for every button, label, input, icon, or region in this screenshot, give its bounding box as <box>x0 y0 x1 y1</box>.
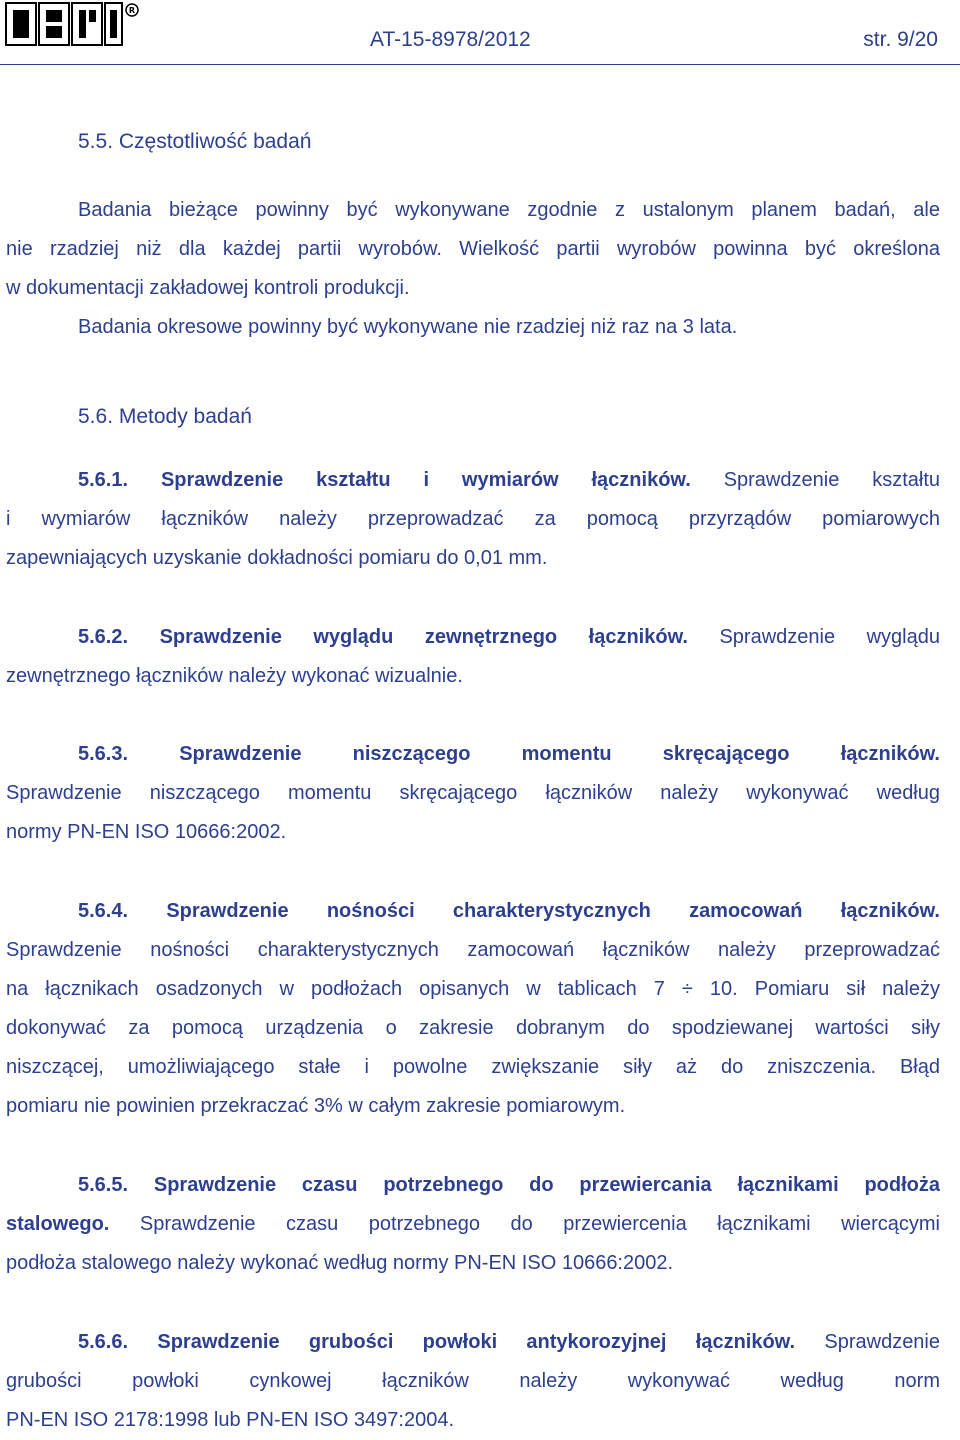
text-line <box>6 1323 940 1362</box>
title-word: nośności <box>326 900 415 922</box>
section-5-6-4-number: 5.6.4. <box>78 900 129 922</box>
text-line: pomiaru nie powinien przekraczać 3% w całym zakresie pomiarowym. <box>6 1095 626 1117</box>
section-5-6-5-title: Sprawdzenie czasu potrzebnego do przewiercania łącznikami podłoża <box>153 1174 940 1196</box>
section-5-6-3-number: 5.6.3. <box>78 743 129 765</box>
section-5-6-1-title: Sprawdzenie kształtu i wymiarów łączników. <box>160 469 691 491</box>
section-5-6-2-text: Sprawdzenie wyglądu <box>719 626 940 648</box>
text-line: zapewniających uzyskanie dokładności pomiaru do 0,01 mm. <box>6 547 548 569</box>
text-line <box>6 1205 940 1244</box>
text-line: normy PN-EN ISO 10666:2002. <box>6 821 287 843</box>
title-word: łączników. <box>840 900 940 922</box>
section-5-6-4-title-line <box>6 892 940 931</box>
text-line: nie rzadziej niż dla każdej partii wyrobów. Wielkość partii wyrobów powinna być określona <box>6 238 940 260</box>
title-word: momentu <box>521 743 612 765</box>
header-rule <box>0 64 960 65</box>
section-5-5-body <box>6 191 940 347</box>
text-line: Badania bieżące powinny być wykonywane zgodnie z ustalonym planem badań, ale <box>78 199 940 221</box>
title-word: skręcającego <box>662 743 790 765</box>
section-5-6-5-title-line <box>6 1166 940 1205</box>
text-line: podłoża stalowego należy wykonać według normy PN-EN ISO 10666:2002. <box>6 1252 674 1274</box>
title-word: charakterystycznych <box>452 900 651 922</box>
section-5-6-3 <box>6 735 940 852</box>
title-word: Sprawdzenie <box>179 743 302 765</box>
title-word: Sprawdzenie <box>166 900 289 922</box>
text-line: i wymiarów łączników należy przeprowadzać za pomocą przyrządów pomiarowych <box>6 508 940 530</box>
section-5-6-2-title: Sprawdzenie wyglądu zewnętrznego łączników. <box>159 626 688 648</box>
text-line <box>6 618 940 657</box>
text-line: zewnętrznego łączników należy wykonać wizualnie. <box>6 665 463 687</box>
section-5-6-6-title: Sprawdzenie grubości powłoki antykorozyjnej łączników. <box>157 1331 796 1353</box>
page-number: str. 9/20 <box>863 28 938 51</box>
section-5-5-heading: 5.5. Częstotliwość badań <box>78 130 312 153</box>
section-5-6-2-number: 5.6.2. <box>78 626 129 648</box>
text-line: dokonywać za pomocą urządzenia o zakresie dobranym do spodziewanej wartości siły <box>6 1017 940 1039</box>
text-line: Badania okresowe powinny być wykonywane nie rzadziej niż raz na 3 lata. <box>78 316 738 338</box>
section-5-6-5-text: Sprawdzenie czasu potrzebnego do przewiercenia łącznikami wiercącymi <box>139 1213 940 1235</box>
itb-logo <box>5 2 140 48</box>
section-5-6-5-number: 5.6.5. <box>78 1174 129 1196</box>
section-5-6-heading: 5.6. Metody badań <box>78 405 252 428</box>
section-5-6-6-text: Sprawdzenie <box>824 1331 940 1353</box>
title-word: zamocowań <box>689 900 803 922</box>
section-5-6-3-title-line <box>6 735 940 774</box>
title-word: łączników. <box>840 743 940 765</box>
text-line: Sprawdzenie nośności charakterystycznych zamocowań łączników należy przeprowadzać <box>6 939 940 961</box>
section-5-6-4 <box>6 892 940 1126</box>
title-word: niszczącego <box>352 743 471 765</box>
text-line: Sprawdzenie niszczącego momentu skręcającego łączników należy wykonywać według <box>6 782 940 804</box>
document-id: AT-15-8978/2012 <box>370 28 531 51</box>
text-line: PN-EN ISO 2178:1998 lub PN-EN ISO 3497:2004. <box>6 1409 455 1431</box>
section-5-6-1-number: 5.6.1. <box>78 469 129 491</box>
section-5-6-5-title-end: stalowego. <box>6 1213 110 1235</box>
text-line: grubości powłoki cynkowej łączników należy wykonywać według norm <box>6 1370 940 1392</box>
section-5-6-5 <box>6 1166 940 1283</box>
section-5-6-1-text: Sprawdzenie kształtu <box>723 469 940 491</box>
text-line <box>6 461 940 500</box>
section-5-6-6-number: 5.6.6. <box>78 1331 129 1353</box>
page-header <box>0 0 960 66</box>
svg-text:R: R <box>128 6 136 15</box>
text-line: niszczącej, umożliwiającego stałe i powolne zwiększanie siły aż do zniszczenia. Błąd <box>6 1056 940 1078</box>
section-5-6-2 <box>6 618 940 696</box>
section-5-6-1 <box>6 461 940 578</box>
text-line: w dokumentacji zakładowej kontroli produkcji. <box>6 277 410 299</box>
text-line: na łącznikach osadzonych w podłożach opisanych w tablicach 7 ÷ 10. Pomiaru sił należy <box>6 978 940 1000</box>
section-5-6-6 <box>6 1323 940 1440</box>
